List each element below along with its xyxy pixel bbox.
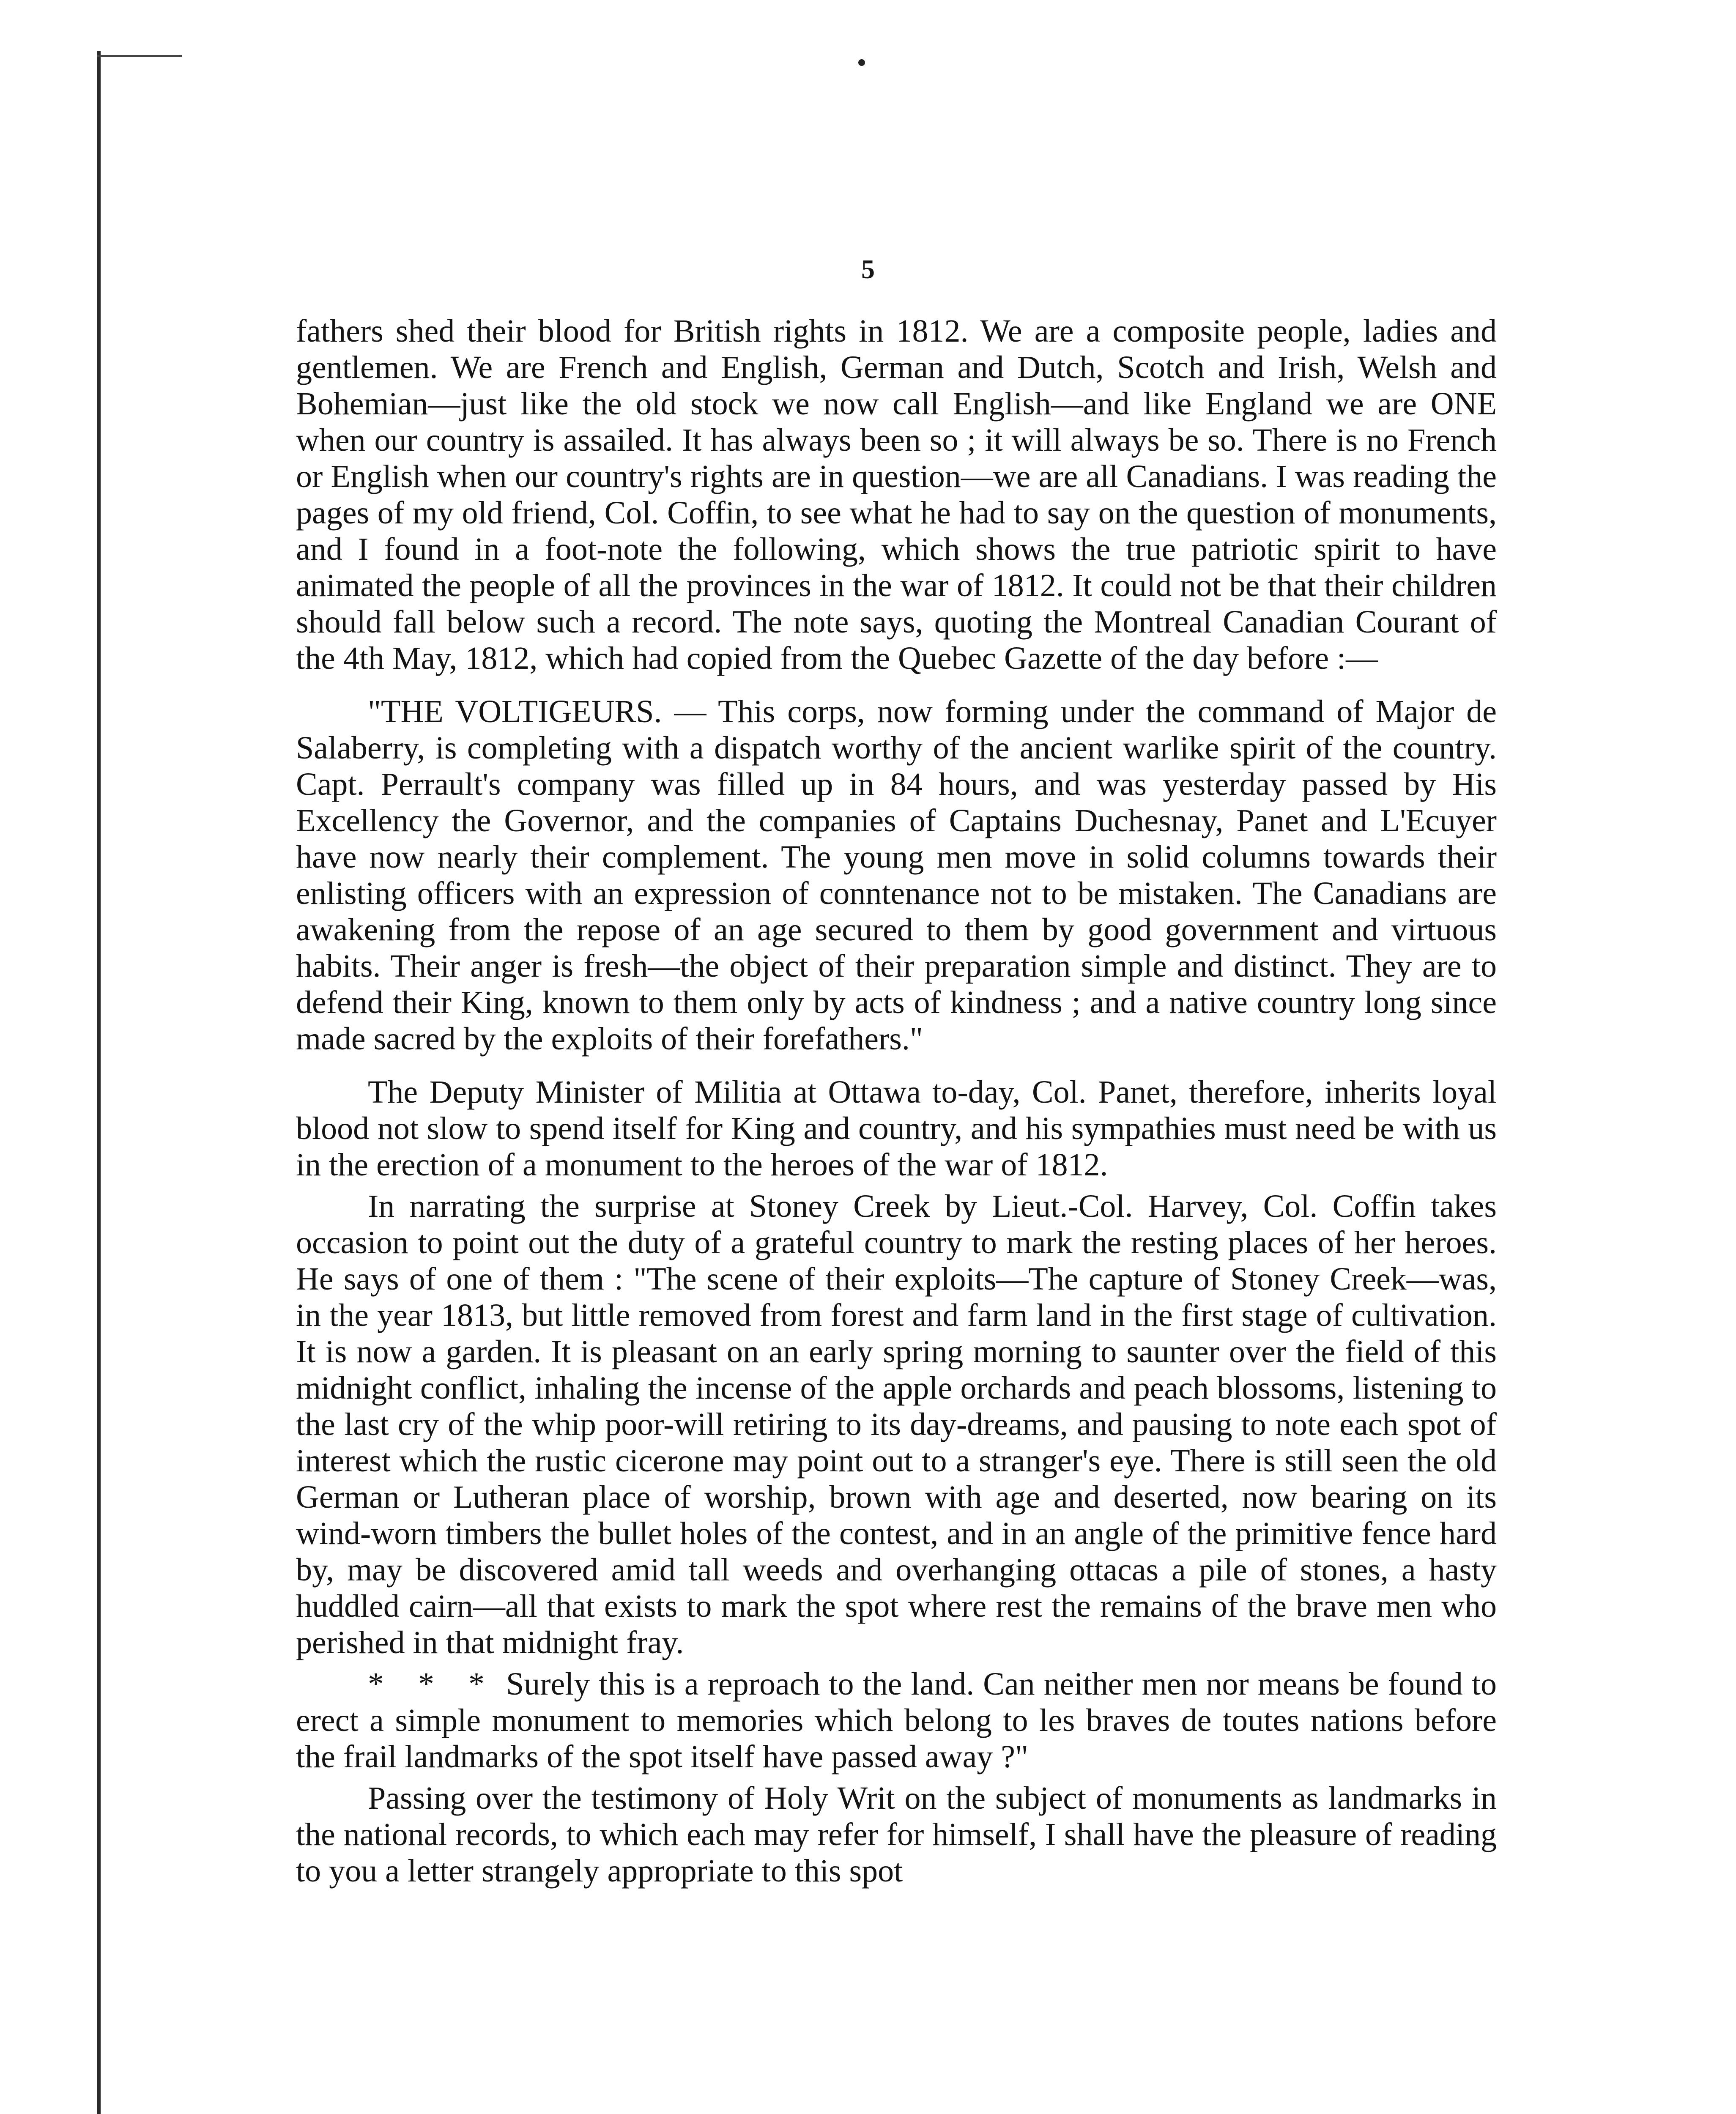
paragraph-5 (296, 1666, 1497, 1775)
left-border-mark (97, 51, 101, 2114)
speck (858, 59, 865, 66)
ellipsis-stars: * * * (368, 1666, 497, 1702)
paragraph-3: The Deputy Minister of Militia at Ottawa to-day, Col. Panet, therefore, inherits loyal blood not slow to spend itself for King and country, and his sympathies must need be with us in the erection of a monument to the heroes of the war of 1812. (296, 1074, 1497, 1183)
top-border-mark (97, 55, 182, 57)
paragraph-4: In narrating the surprise at Stoney Creek by Lieut.-Col. Harvey, Col. Coffin takes occasion to point out the duty of a grateful country to mark the resting places of her heroes. He says of one of them : "The scene of their exploits—The capture of Stoney Creek—was, in the year 1813, but little removed from forest and farm land in the first stage of cultivation. It is now a garden. It is pleasant on an early spring morning to saunter over the field of this midnight conflict, inhaling the incense of the apple orchards and peach blossoms, listening to the last cry of the whip poor-will retiring to its day-dreams, and pausing to note each spot of interest which the rustic cicerone may point out to a stranger's eye. There is still seen the old German or Lutheran place of worship, brown with age and deserted, now bearing on its wind-worn timbers the bullet holes of the contest, and in an angle of the primitive fence hard by, may be discovered amid tall weeds and overhanging ottacas a pile of stones, a hasty huddled cairn—all that exists to mark the spot where rest the remains of the brave men who perished in that midnight fray. (296, 1188, 1497, 1660)
paragraph-5-text: Surely this is a reproach to the land. Can neither men nor means be found to erect a simple monument to memories which belong to les braves de toutes nations before the frail landmarks of the spot itself have passed away ?" (296, 1666, 1497, 1774)
page-body (296, 313, 1497, 1894)
paragraph-6: Passing over the testimony of Holy Writ on the subject of monuments as landmarks in the national records, to which each may refer for himself, I shall have the pleasure of reading to you a letter strangely appropriate to this spot (296, 1780, 1497, 1889)
paragraph-1: fathers shed their blood for British rights in 1812. We are a composite people, ladies and gentlemen. We are French and English, German and Dutch, Scotch and Irish, Welsh and Bohemian—just like the old stock we now call English—and like England we are ONE when our country is assailed. It has always been so ; it will always be so. There is no French or English when our country's rights are in question—we are all Canadians. I was reading the pages of my old friend, Col. Coffin, to see what he had to say on the question of monuments, and I found in a foot-note the following, which shows the true patriotic spirit to have animated the people of all the provinces in the war of 1812. It could not be that their children should fall below such a record. The note says, quoting the Montreal Canadian Courant of the 4th May, 1812, which had copied from the Quebec Gazette of the day before :— (296, 313, 1497, 676)
page-number: 5 (861, 254, 875, 284)
quote-voltigeurs: "THE VOLTIGEURS. — This corps, now forming under the command of Major de Salaberry, is completing with a dispatch worthy of the ancient warlike spirit of the country. Capt. Perrault's company was filled up in 84 hours, and was yesterday passed by His Excellency the Governor, and the companies of Captains Duchesnay, Panet and L'Ecuyer have now nearly their complement. The young men move in solid columns towards their enlisting officers with an expression of conntenance not to be mistaken. The Canadians are awakening from the repose of an age secured to them by good government and virtuous habits. Their anger is fresh—the object of their preparation simple and distinct. They are to defend their King, known to them only by acts of kindness ; and a native country long since made sacred by the exploits of their forefathers." (296, 694, 1497, 1057)
